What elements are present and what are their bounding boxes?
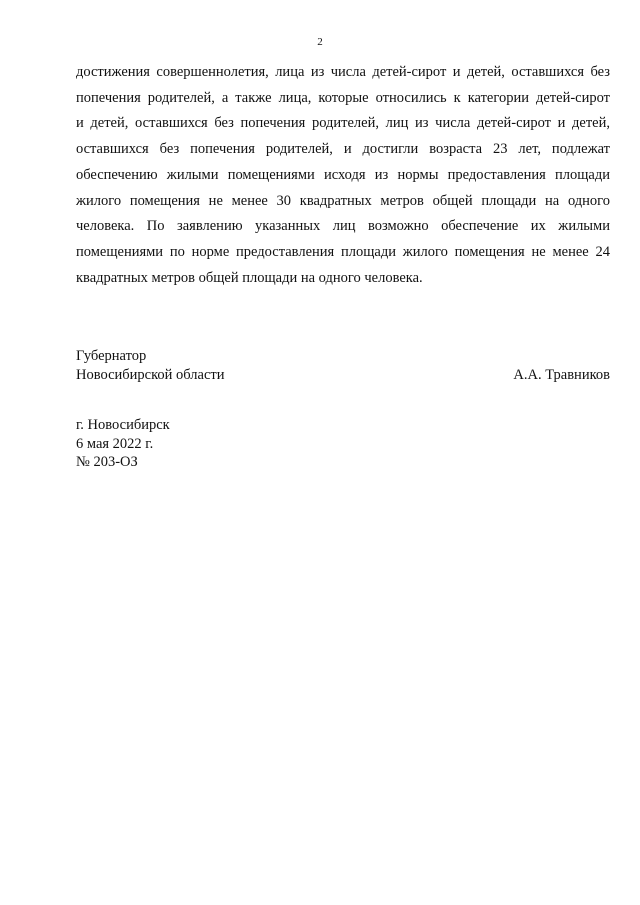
law-number: № 203-ОЗ [76, 454, 138, 470]
signature-name: А.А. Травников [513, 366, 610, 383]
place-date-block [76, 416, 376, 472]
body-line: обеспечению жилыми помещениями исходя из нормы предоставления площади [76, 166, 610, 183]
body-line: достижения совершеннолетия, лица из числа детей-сирот и детей, оставшихся без [76, 64, 610, 80]
signature-title-row [76, 347, 610, 366]
body-line: квадратных метров общей площади на одного человека. [76, 269, 423, 286]
signature-region-row [76, 366, 610, 385]
signature-title: Губернатор [76, 348, 147, 364]
page-number: 2 [317, 36, 323, 48]
body-line: помещениями по норме предоставления площади жилого помещения не менее 24 [76, 243, 610, 260]
place-date: 6 мая 2022 г. [76, 435, 154, 452]
place-city: г. Новосибирск [76, 417, 170, 433]
body-line: и детей, оставшихся без попечения родителей, лиц из числа детей-сирот и детей, [76, 115, 610, 132]
body-paragraph [76, 60, 610, 291]
body-line: оставшихся без попечения родителей, и достигли возраста 23 лет, подлежат [76, 141, 610, 158]
body-line: жилого помещения не менее 30 квадратных метров общей площади на одного [76, 192, 610, 209]
body-line: человека. По заявлению указанных лиц возможно обеспечение их жилыми [76, 218, 610, 235]
signature-region: Новосибирской области [76, 366, 225, 383]
body-line: попечения родителей, а также лица, которые относились к категории детей-сирот [76, 89, 610, 106]
signature-block [76, 347, 610, 384]
